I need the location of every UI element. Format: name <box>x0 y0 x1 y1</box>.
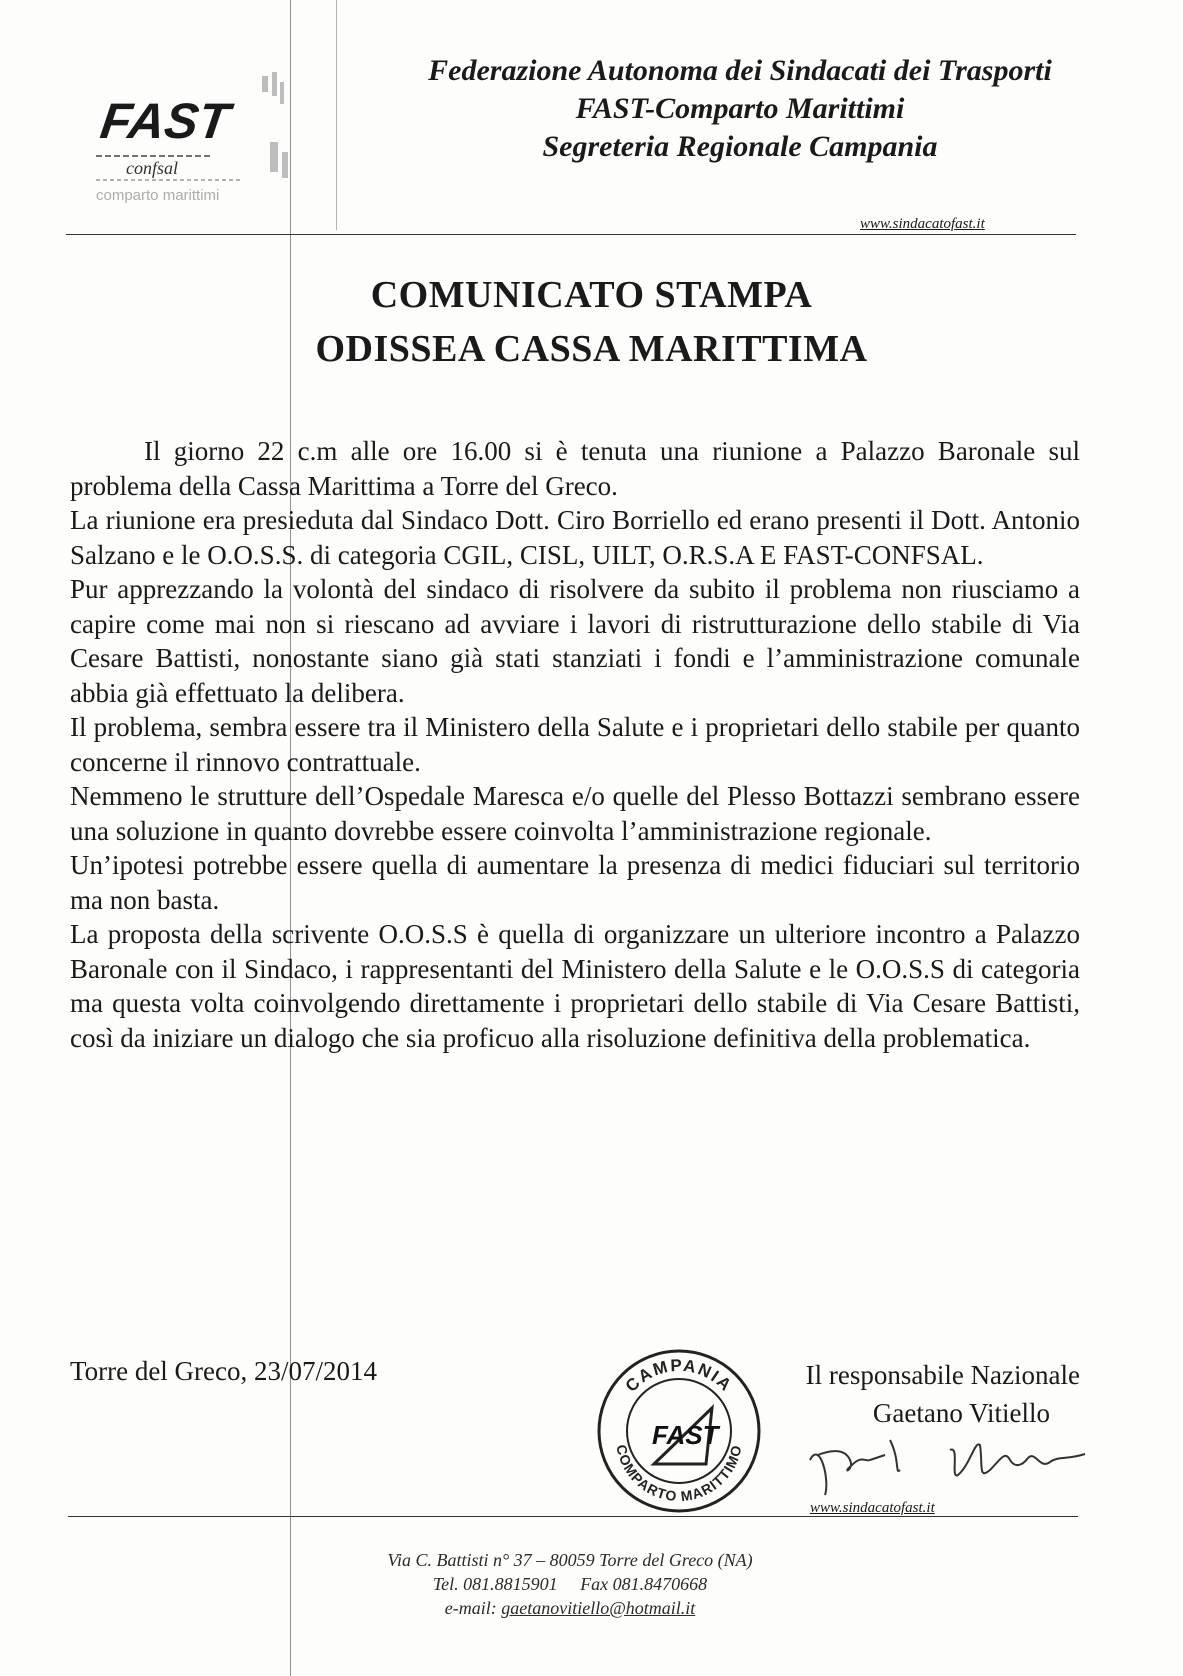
email-line <box>270 1596 870 1620</box>
footer-address <box>270 1548 870 1620</box>
letterhead-line-2: FAST-Comparto Marittimi <box>575 92 905 125</box>
official-stamp <box>594 1346 764 1516</box>
letterhead-line-3: Segreteria Regionale Campania <box>542 130 938 163</box>
stamp-center-text: FAST <box>652 1420 719 1450</box>
title-line-2: ODISSEA CASSA MARITTIMA <box>315 328 868 370</box>
paragraph-1: Il giorno 22 c.m alle ore 16.00 si è tenuta una riunione a Palazzo Baronale sul problema della Cassa Marittima a Torre del Greco. <box>70 436 1080 501</box>
logo-confsal-text: confsal <box>126 158 178 178</box>
footer-rule <box>68 1516 1078 1517</box>
phone-number: Tel. 081.8815901 <box>432 1574 558 1594</box>
document-title <box>0 268 1183 376</box>
phone-fax-line <box>270 1572 870 1596</box>
paragraph-2: La riunione era presieduta dal Sindaco Dott. Ciro Borriello ed erano presenti il Dott. Antonio Salzano e le O.O.S.S. di categoria CGIL, CISL, UILT, O.R.S.A E FAST-CONFSAL. <box>70 505 1080 570</box>
handwritten-signature <box>800 1420 1110 1500</box>
signatory-name: Gaetano Vitiello <box>872 1398 1050 1428</box>
paragraph-4: Il problema, sembra essere tra il Ministero della Salute e i proprietari dello stabile per quanto concerne il rinnovo contrattuale. <box>70 712 1080 777</box>
fast-logo <box>92 72 314 222</box>
logo-fast-text: FAST <box>97 93 233 149</box>
scan-fold-line-secondary <box>336 0 337 230</box>
website-link-top[interactable]: www.sindacatofast.it <box>860 216 985 232</box>
stamp-top-text: CAMPANIA <box>621 1355 737 1396</box>
email-link[interactable]: gaetanovitiello@hotmail.it <box>501 1598 696 1618</box>
paragraph-7: La proposta della scrivente O.O.S.S è quella di organizzare un ulteriore incontro a Palazzo Baronale con il Sindaco, i rappresentanti del Ministero della Salute e le O.O.S.S di categoria ma questa volta coinvolgendo direttamente i proprietari dello stabile di Via Cesare Battisti, così da iniziare un dialogo che sia proficuo alla risoluzione definitiva della problematica. <box>70 919 1080 1053</box>
paragraph-6: Un’ipotesi potrebbe essere quella di aumentare la presenza di medici fiduciari sul territorio ma non basta. <box>70 850 1080 915</box>
letterhead <box>380 52 1100 166</box>
body-text <box>70 434 1080 1055</box>
address-line: Via C. Battisti n° 37 – 80059 Torre del Greco (NA) <box>387 1550 753 1570</box>
email-label: e-mail: <box>444 1598 497 1618</box>
signatory-role: Il responsabile Nazionale <box>805 1360 1080 1390</box>
website-link-bottom[interactable]: www.sindacatofast.it <box>810 1500 935 1516</box>
place-and-date: Torre del Greco, 23/07/2014 <box>70 1356 378 1386</box>
title-line-1: COMUNICATO STAMPA <box>370 274 813 316</box>
header-rule <box>66 234 1076 235</box>
paragraph-5: Nemmeno le strutture dell’Ospedale Maresca e/o quelle del Plesso Bottazzi sembrano essere una soluzione in quanto dovrebbe essere coinvolta l’amministrazione regionale. <box>70 781 1080 846</box>
fax-number: Fax 081.8470668 <box>580 1574 708 1594</box>
logo-comparto-text: comparto marittimi <box>96 187 220 204</box>
paragraph-3: Pur apprezzando la volontà del sindaco di risolvere da subito il problema non riusciamo a capire come mai non si riescano ad avviare i lavori di ristrutturazione dello stabile di Via Cesare Battisti, nonostante siano già stati stanziati i fondi e l’amministrazione comunale abbia già effettuato la delibera. <box>70 574 1080 708</box>
letterhead-line-1: Federazione Autonoma dei Sindacati dei Trasporti <box>428 54 1052 87</box>
stamp-bottom-text: COMPARTO MARITTIMO <box>613 1443 745 1505</box>
